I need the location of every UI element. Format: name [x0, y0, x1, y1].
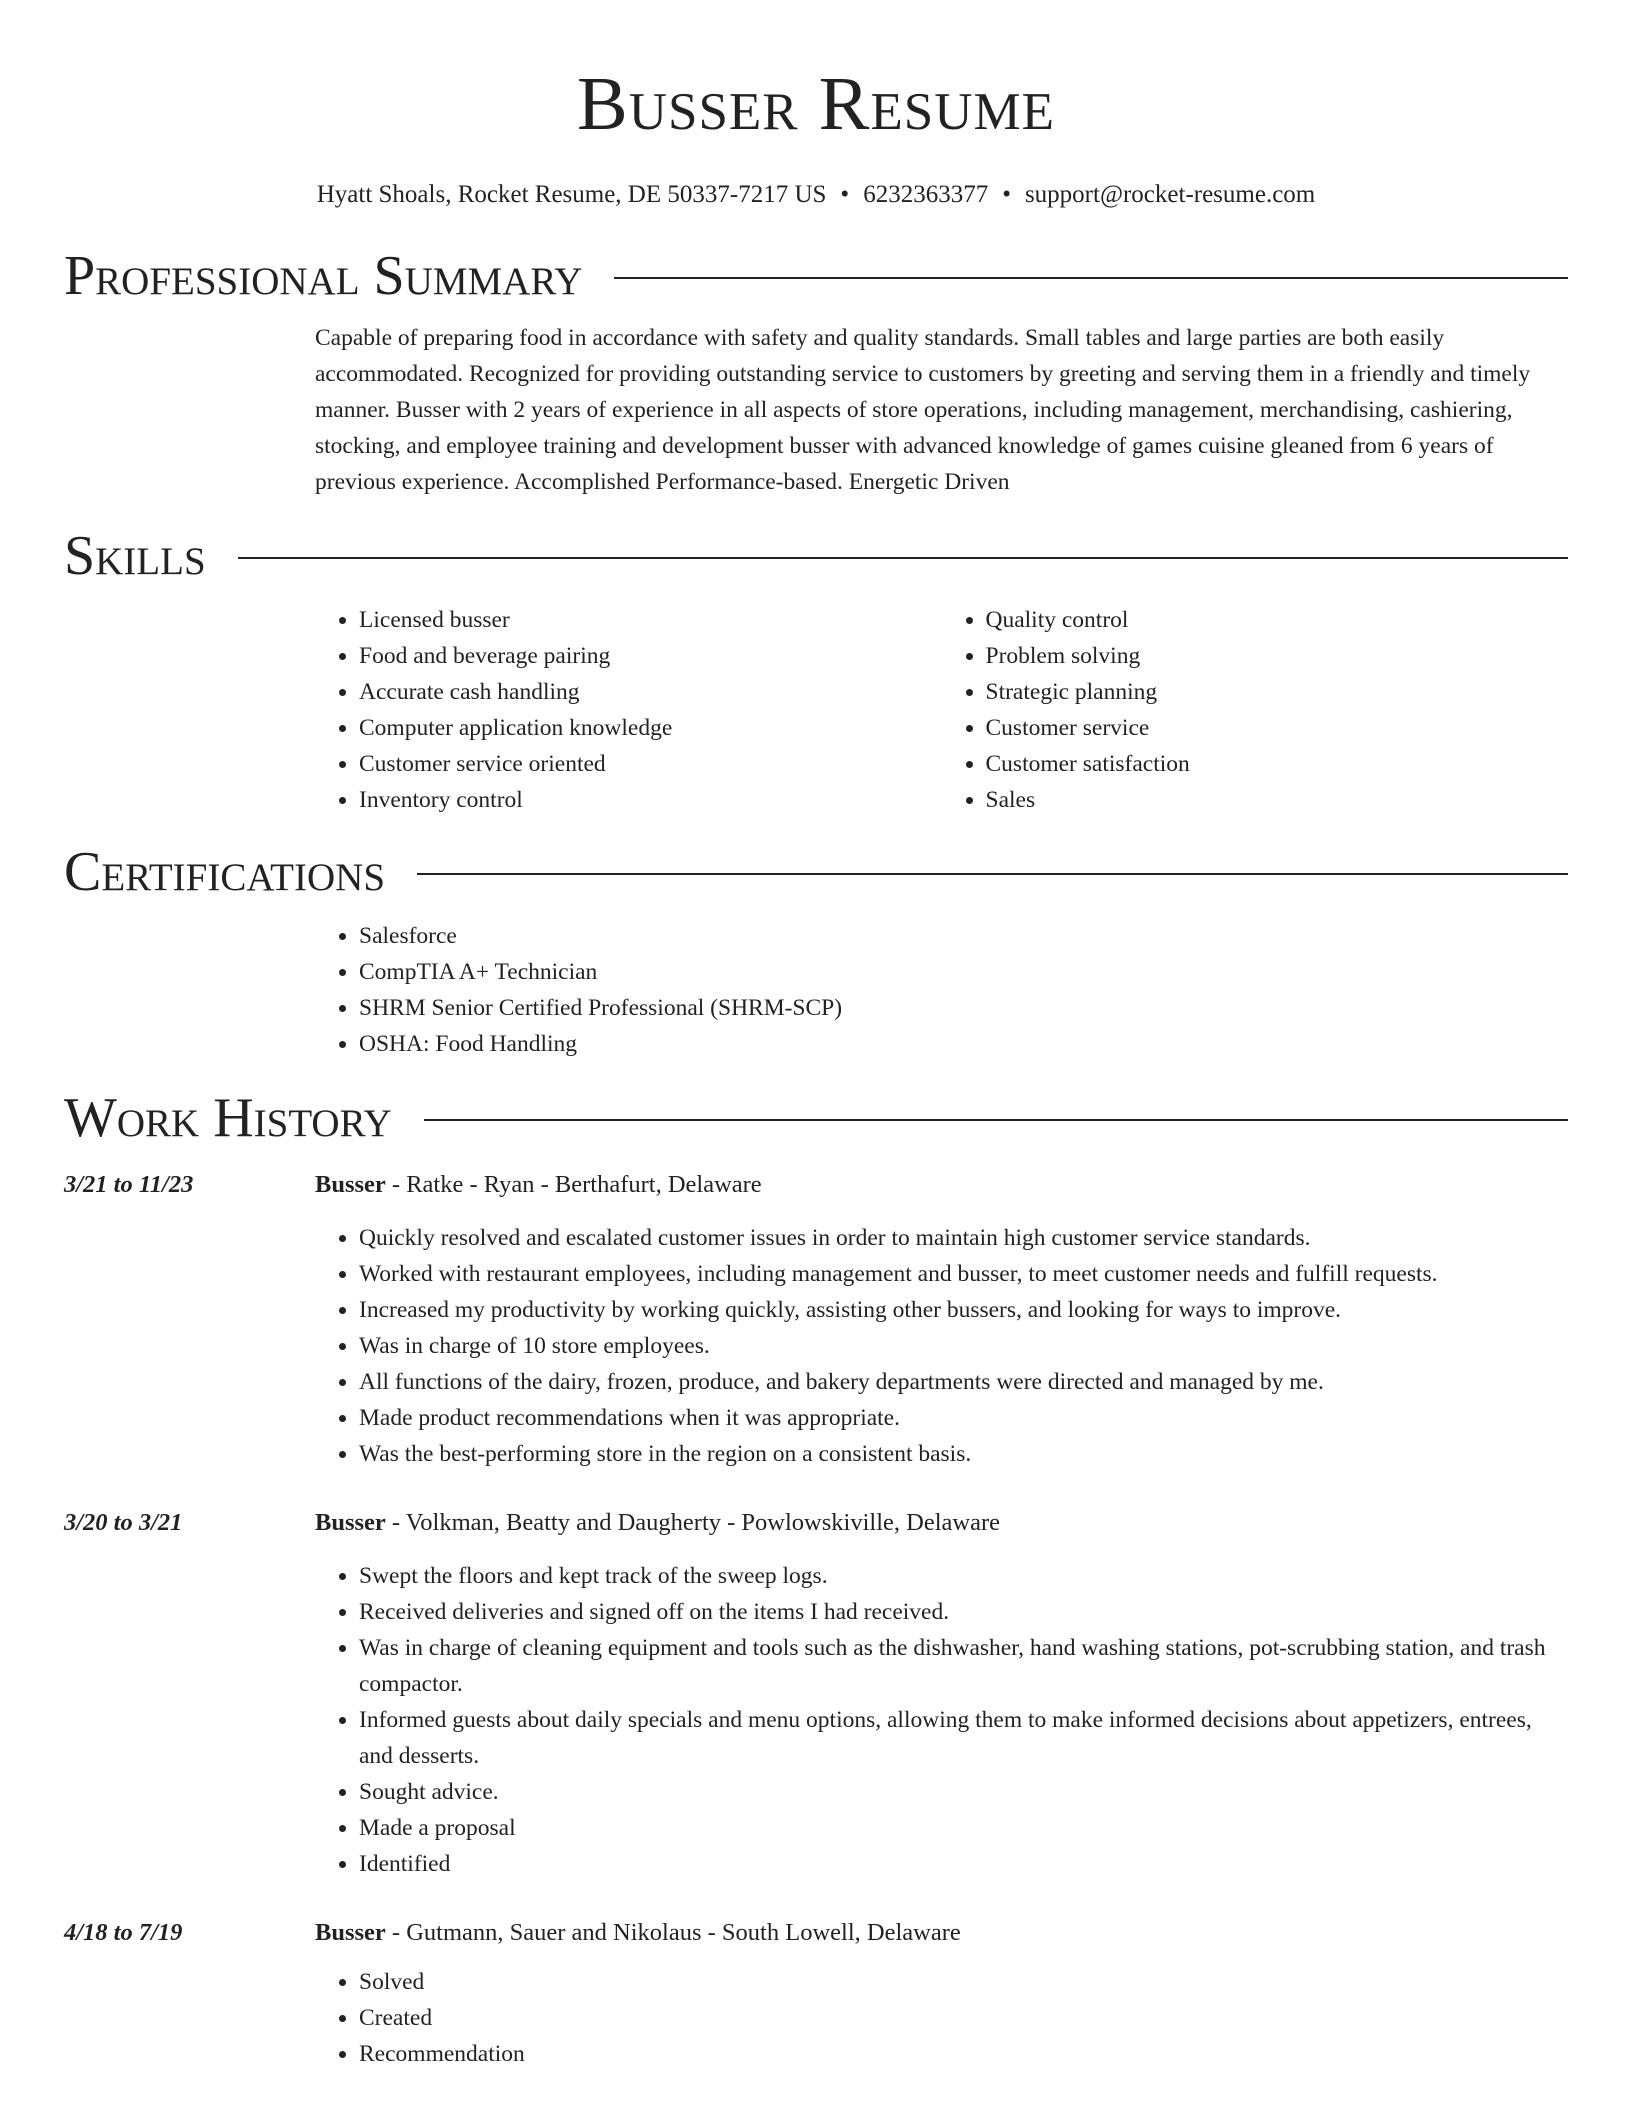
section-divider — [238, 557, 1568, 559]
skill-item: • Customer satisfaction — [986, 746, 1569, 782]
job-duties-list — [315, 1964, 1568, 2072]
job-header — [64, 1506, 1568, 1540]
section-divider — [614, 277, 1568, 279]
job-duties — [315, 1220, 1568, 1472]
skill-item: • Strategic planning — [986, 674, 1569, 710]
certifications-list — [315, 918, 1568, 1062]
certification-item: • OSHA: Food Handling — [359, 1026, 1568, 1062]
job-duty: • Was in charge of cleaning equipment and tools such as the dishwasher, hand washing stations, pot-scrubbing station, and trash compactor. — [359, 1630, 1568, 1702]
skill-item: • Customer service oriented — [359, 746, 942, 782]
job-title-line — [315, 1168, 762, 1202]
job-title: Busser — [315, 1171, 386, 1198]
job-duty: • Swept the floors and kept track of the sweep logs. — [359, 1558, 1568, 1594]
skills-column-left — [315, 602, 942, 818]
job-duty: • Worked with restaurant employees, including management and busser, to meet customer needs and fulfill requests. — [359, 1256, 1568, 1292]
job-title: Busser — [315, 1919, 386, 1946]
job-duties-list — [315, 1220, 1568, 1472]
job-header — [64, 1916, 1568, 1950]
job-duty: • Made product recommendations when it was appropriate. — [359, 1400, 1568, 1436]
skill-item: • Licensed busser — [359, 602, 942, 638]
job-duty: • Recommendation — [359, 2036, 1568, 2072]
summary-text: Capable of preparing food in accordance with safety and quality standards. Small tables and large parties are both easily accommodated. Recognized for providing outstanding service to customers by greeting and serving them in a friendly and timely manner. Busser with 2 years of experience in all aspects of store operations, including management, merchandising, cashiering, stocking, and employee training and development busser with advanced knowledge of games cuisine gleaned from 6 years of previous experience. Accomplished Performance-based. Energetic Driven — [315, 325, 1531, 495]
certification-item: • SHRM Senior Certified Professional (SHRM-SCP) — [359, 990, 1568, 1026]
job-duty: • Was the best-performing store in the region on a consistent basis. — [359, 1436, 1568, 1472]
skills-column-right — [942, 602, 1569, 818]
skill-item: • Quality control — [986, 602, 1569, 638]
job-duty: • Quickly resolved and escalated customer issues in order to maintain high customer service standards. — [359, 1220, 1568, 1256]
skill-item: • Problem solving — [986, 638, 1569, 674]
summary-body — [315, 320, 1568, 500]
skill-item: • Sales — [986, 782, 1569, 818]
job-title: Busser — [315, 1509, 386, 1536]
resume-page — [64, 0, 1568, 2072]
job-employer: - Gutmann, Sauer and Nikolaus - South Lowell, Delaware — [385, 1919, 961, 1946]
job-duties — [315, 1964, 1568, 2072]
job-duty: • Created — [359, 2000, 1568, 2036]
job-duty: • All functions of the dairy, frozen, produce, and bakery departments were directed and managed by me. — [359, 1364, 1568, 1400]
certifications-section-header — [64, 840, 1568, 904]
skill-item: • Customer service — [986, 710, 1569, 746]
skill-item: • Inventory control — [359, 782, 942, 818]
work-section-header — [64, 1086, 1568, 1150]
summary-heading: Professional Summary — [64, 245, 583, 307]
certifications-bullets — [315, 918, 1568, 1062]
contact-separator: • — [1002, 181, 1011, 208]
section-divider — [424, 1119, 1568, 1121]
summary-section-header — [64, 244, 1568, 308]
job-entry — [64, 1506, 1568, 1882]
skills-heading: Skills — [64, 525, 206, 587]
skills-list — [315, 602, 1568, 818]
job-duty: • Increased my productivity by working quickly, assisting other bussers, and looking for ways to improve. — [359, 1292, 1568, 1328]
job-duty: • Received deliveries and signed off on the items I had received. — [359, 1594, 1568, 1630]
section-divider — [417, 873, 1568, 875]
job-duty: • Sought advice. — [359, 1774, 1568, 1810]
job-duty: • Was in charge of 10 store employees. — [359, 1328, 1568, 1364]
contact-line — [64, 180, 1568, 210]
job-duties-list — [315, 1558, 1568, 1882]
job-duties — [315, 1558, 1568, 1882]
job-title-line — [315, 1506, 1000, 1540]
job-duty: • Identified — [359, 1846, 1568, 1882]
certifications-heading: Certifications — [64, 841, 386, 903]
resume-title: Busser Resume — [577, 62, 1055, 146]
contact-separator: • — [840, 181, 850, 208]
job-duty: • Solved — [359, 1964, 1568, 2000]
job-duty: • Made a proposal — [359, 1810, 1568, 1846]
job-dates: 3/20 to 3/21 — [64, 1509, 183, 1536]
job-dates: 4/18 to 7/19 — [64, 1919, 183, 1946]
job-entry — [64, 1916, 1568, 2072]
skill-item: • Computer application knowledge — [359, 710, 942, 746]
skill-item: • Food and beverage pairing — [359, 638, 942, 674]
job-title-line — [315, 1916, 961, 1950]
job-header — [64, 1168, 1568, 1202]
skills-section-header — [64, 524, 1568, 588]
job-entry — [64, 1168, 1568, 1472]
skill-item: • Accurate cash handling — [359, 674, 942, 710]
certification-item: • CompTIA A+ Technician — [359, 954, 1568, 990]
certification-item: • Salesforce — [359, 918, 1568, 954]
job-employer: - Volkman, Beatty and Daugherty - Powlowskiville, Delaware — [385, 1509, 1000, 1536]
job-employer: - Ratke - Ryan - Berthafurt, Delaware — [385, 1171, 762, 1198]
contact-phone: 6232363377 — [863, 181, 989, 208]
contact-email: support@rocket-resume.com — [1024, 181, 1316, 208]
work-heading: Work History — [64, 1087, 392, 1149]
job-dates: 3/21 to 11/23 — [64, 1171, 194, 1198]
contact-address: Hyatt Shoals, Rocket Resume, DE 50337-7217 US — [316, 181, 827, 208]
job-duty: • Informed guests about daily specials and menu options, allowing them to make informed decisions about appetizers, entrees, and desserts. — [359, 1702, 1568, 1774]
